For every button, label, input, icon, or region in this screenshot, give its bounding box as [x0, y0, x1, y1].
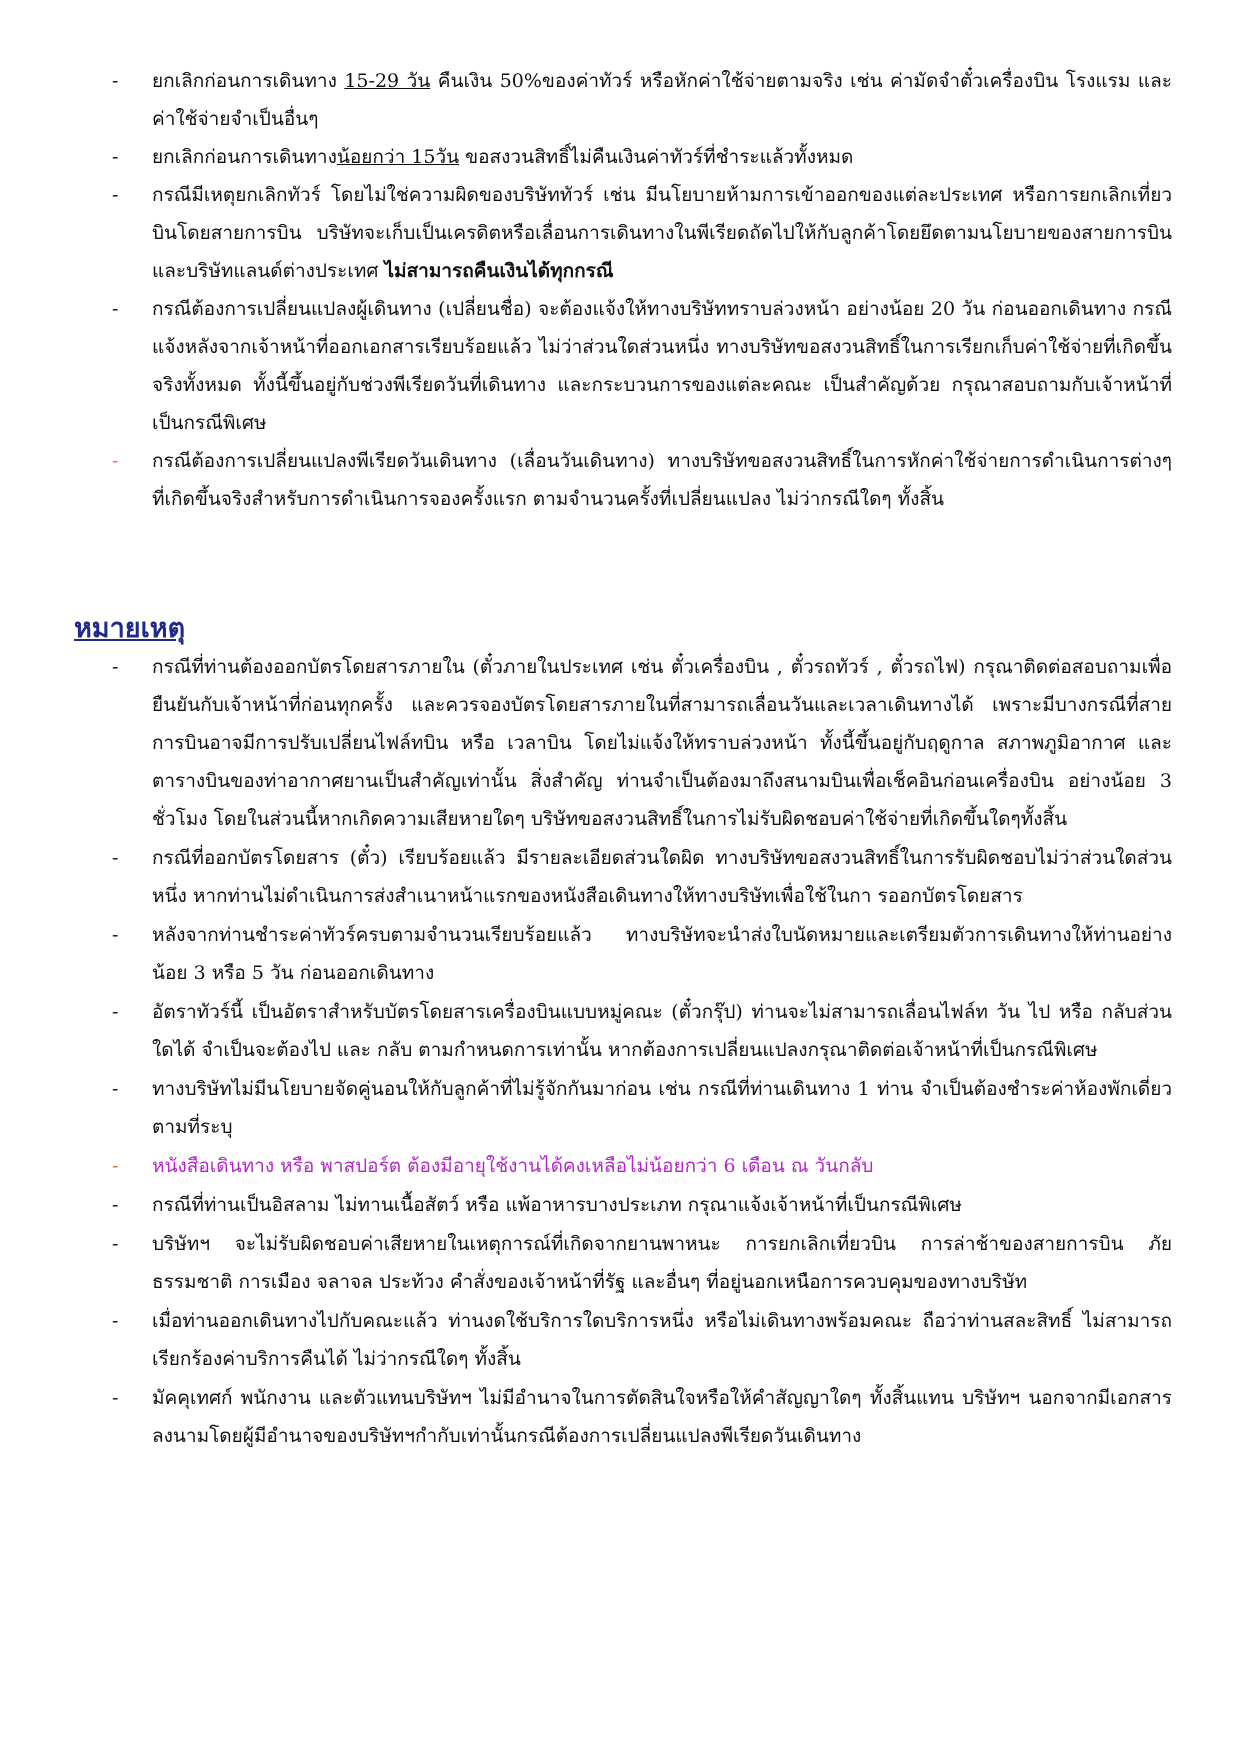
bullet-dash: -	[112, 847, 119, 869]
bullet-dash: -	[112, 1001, 119, 1023]
list-item-text: ขอสงวนสิทธิ์ไม่คืนเงินค่าทัวร์ที่ชำระแล้วทั้งหมด	[459, 146, 854, 168]
bullet-dash: -	[112, 1387, 119, 1409]
list-item-text: หลังจากท่านชำระค่าทัวร์ครบตามจำนวนเรียบร้อยแล้ว ทางบริษัทจะนำส่งใบนัดหมายและเตรียมตัวการเดินทางให้ท่านอย่างน้อย 3 หรือ 5 วัน ก่อนออกเดินทาง	[152, 924, 1172, 984]
list-item	[0, 138, 1172, 176]
list-item	[0, 1070, 1172, 1146]
list-item	[0, 993, 1172, 1069]
list-item-text: ยกเลิกก่อนการเดินทาง	[152, 146, 337, 168]
bullet-dash: -	[112, 1233, 119, 1255]
list-item	[0, 1302, 1172, 1378]
list-item	[0, 62, 1172, 138]
bullet-dash: -	[112, 656, 119, 678]
list-item-text: บริษัทฯ จะไม่รับผิดชอบค่าเสียหายในเหตุการณ์ที่เกิดจากยานพาหนะ การยกเลิกเที่ยวบิน การล่าช้าของสายการบิน ภัยธรรมชาติ การเมือง จลาจล ประท้วง คำสั่งของเจ้าหน้าที่รัฐ และอื่นๆ ที่อยู่นอกเหนือการควบคุมของทางบริษัท	[152, 1233, 1172, 1293]
list-item	[0, 176, 1172, 290]
list-item-text: มัคคุเทศก์ พนักงาน และตัวแทนบริษัทฯ ไม่มีอำนาจในการตัดสินใจหรือให้คำสัญญาใดๆ ทั้งสิ้นแทน บริษัทฯ นอกจากมีเอกสารลงนามโดยผู้มีอำนาจของบริษัทฯกำกับเท่านั้นกรณีต้องการเปลี่ยนแปลงพีเรียดวันเดินทาง	[152, 1387, 1172, 1447]
bullet-dash: -	[112, 184, 119, 206]
list-item	[0, 1225, 1172, 1301]
list-item	[0, 442, 1172, 518]
list-item-text: กรณีต้องการเปลี่ยนแปลงพีเรียดวันเดินทาง (เลื่อนวันเดินทาง) ทางบริษัทขอสงวนสิทธิ์ในการหักค่าใช้จ่ายการดำเนินการต่างๆ ที่เกิดขึ้นจริงสำหรับการดำเนินการจองครั้งแรก ตามจำนวนครั้งที่เปลี่ยนแปลง ไม่ว่ากรณีใดๆ ทั้งสิ้น	[152, 450, 1172, 510]
bullet-dash: -	[112, 1078, 119, 1100]
bullet-dash: -	[112, 1155, 119, 1177]
list-item	[0, 839, 1172, 915]
list-item-text: น้อยกว่า 15วัน	[336, 146, 460, 168]
list-item-text: ยกเลิกก่อนการเดินทาง	[152, 70, 345, 92]
notes-list	[0, 648, 1241, 1456]
list-item-text: ทางบริษัทไม่มีนโยบายจัดคู่นอนให้กับลูกค้าที่ไม่รู้จักกันมาก่อน เช่น กรณีที่ท่านเดินทาง 1 ท่าน จำเป็นต้องชำระค่าห้องพักเดี่ยวตามที่ระบุ	[152, 1078, 1172, 1138]
notes-heading: หมายเหตุ	[74, 613, 186, 644]
list-item-text: กรณีที่ท่านเป็นอิสลาม ไม่ทานเนื้อสัตว์ หรือ แพ้อาหารบางประเภท กรุณาแจ้งเจ้าหน้าที่เป็นกรณีพิเศษ	[152, 1194, 962, 1216]
list-item	[0, 1379, 1172, 1455]
list-item-text: กรณีที่ท่านต้องออกบัตรโดยสารภายใน (ตั๋วภายในประเทศ เช่น ตั๋วเครื่องบิน , ตั๋วรถทัวร์ , ตั๋วรถไฟ) กรุณาติดต่อสอบถามเพื่อยืนยันกับเจ้าหน้าที่ก่อนทุกครั้ง และควรจองบัตรโดยสารภายในที่สามารถเลื่อนวันและเวลาเดินทางได้ เพราะมีบางกรณีที่สายการบินอาจมีการปรับเปลี่ยนไฟล์ทบิน หรือ เวลาบิน โดยไม่แจ้งให้ทราบล่วงหน้า ทั้งนี้ขึ้นอยู่กับฤดูกาล สภาพภูมิอากาศ และ ตารางบินของท่าอากาศยานเป็นสำคัญเท่านั้น สิ่งสำคัญ ท่านจำเป็นต้องมาถึงสนามบินเพื่อเช็คอินก่อนเครื่องบิน อย่างน้อย 3 ชั่วโมง โดยในส่วนนี้หากเกิดความเสียหายใดๆ บริษัทขอสงวนสิทธิ์ในการไม่รับผิดชอบค่าใช้จ่ายที่เกิดขึ้นใดๆทั้งสิ้น	[152, 656, 1172, 830]
bullet-dash: -	[112, 298, 119, 320]
cancellation-policy-list	[0, 62, 1241, 518]
list-item-text: 15-29 วัน	[344, 70, 431, 92]
bullet-dash: -	[112, 1310, 119, 1332]
list-item	[0, 1147, 1172, 1185]
list-item-text: หนังสือเดินทาง หรือ พาสปอร์ต ต้องมีอายุใช้งานได้คงเหลือไม่น้อยกว่า 6 เดือน ณ วันกลับ	[152, 1155, 874, 1177]
list-item-text: กรณีมีเหตุยกเลิกทัวร์ โดยไม่ใช่ความผิดของบริษัททัวร์ เช่น มีนโยบายห้ามการเข้าออกของแต่ละประเทศ หรือการยกเลิกเที่ยวบินโดยสายการบิน บริษัทจะเก็บเป็นเครดิตหรือเลื่อนการเดินทางในพีเรียดถัดไปให้กับลูกค้าโดยยึดตามนโยบายของสายการบินและบริษัทแลนด์ต่างประเทศ	[152, 184, 1172, 282]
bullet-dash: -	[112, 924, 119, 946]
list-item-text: กรณีต้องการเปลี่ยนแปลงผู้เดินทาง (เปลี่ยนชื่อ) จะต้องแจ้งให้ทางบริษัททราบล่วงหน้า อย่างน้อย 20 วัน ก่อนออกเดินทาง กรณีแจ้งหลังจากเจ้าหน้าที่ออกเอกสารเรียบร้อยแล้ว ไม่ว่าส่วนใดส่วนหนึ่ง ทางบริษัทขอสงวนสิทธิ์ในการเรียกเก็บค่าใช้จ่ายที่เกิดขึ้นจริงทั้งหมด ทั้งนี้ขึ้นอยู่กับช่วงพีเรียดวันที่เดินทาง และกระบวนการของแต่ละคณะ เป็นสำคัญด้วย กรุณาสอบถามกับเจ้าหน้าที่เป็นกรณีพิเศษ	[152, 298, 1172, 434]
list-item	[0, 290, 1172, 442]
bullet-dash: -	[112, 70, 119, 92]
list-item-text: เมื่อท่านออกเดินทางไปกับคณะแล้ว ท่านงดใช้บริการใดบริการหนึ่ง หรือไม่เดินทางพร้อมคณะ ถือว่าท่านสละสิทธิ์ ไม่สามารถเรียกร้องค่าบริการคืนได้ ไม่ว่ากรณีใดๆ ทั้งสิ้น	[152, 1310, 1172, 1370]
list-item	[0, 916, 1172, 992]
list-item-text: ไม่สามารถคืนเงินได้ทุกกรณี	[384, 260, 614, 282]
list-item-text: คืนเงิน 50%ของค่าทัวร์ หรือหักค่าใช้จ่ายตามจริง เช่น ค่ามัดจำตั๋วเครื่องบิน โรงแรม และค่าใช้จ่ายจำเป็นอื่นๆ	[152, 70, 1172, 130]
list-item-text: อัตราทัวร์นี้ เป็นอัตราสำหรับบัตรโดยสารเครื่องบินแบบหมู่คณะ (ตั๋วกรุ๊ป) ท่านจะไม่สามารถเลื่อนไฟล์ท วัน ไป หรือ กลับส่วนใดได้ จำเป็นจะต้องไป และ กลับ ตามกำหนดการเท่านั้น หากต้องการเปลี่ยนแปลงกรุณาติดต่อเจ้าหน้าที่เป็นกรณีพิเศษ	[152, 1001, 1172, 1061]
list-item-text: กรณีที่ออกบัตรโดยสาร (ตั๋ว) เรียบร้อยแล้ว มีรายละเอียดส่วนใดผิด ทางบริษัทขอสงวนสิทธิ์ในการรับผิดชอบไม่ว่าส่วนใดส่วนหนึ่ง หากท่านไม่ดำเนินการส่งสำเนาหน้าแรกของหนังสือเดินทางให้ทางบริษัทเพื่อใช้ในกา รออกบัตรโดยสาร	[152, 847, 1172, 907]
bullet-dash: -	[112, 450, 119, 472]
list-item	[0, 1186, 1172, 1224]
bullet-dash: -	[112, 1194, 119, 1216]
list-item	[0, 648, 1172, 838]
bullet-dash: -	[112, 146, 119, 168]
